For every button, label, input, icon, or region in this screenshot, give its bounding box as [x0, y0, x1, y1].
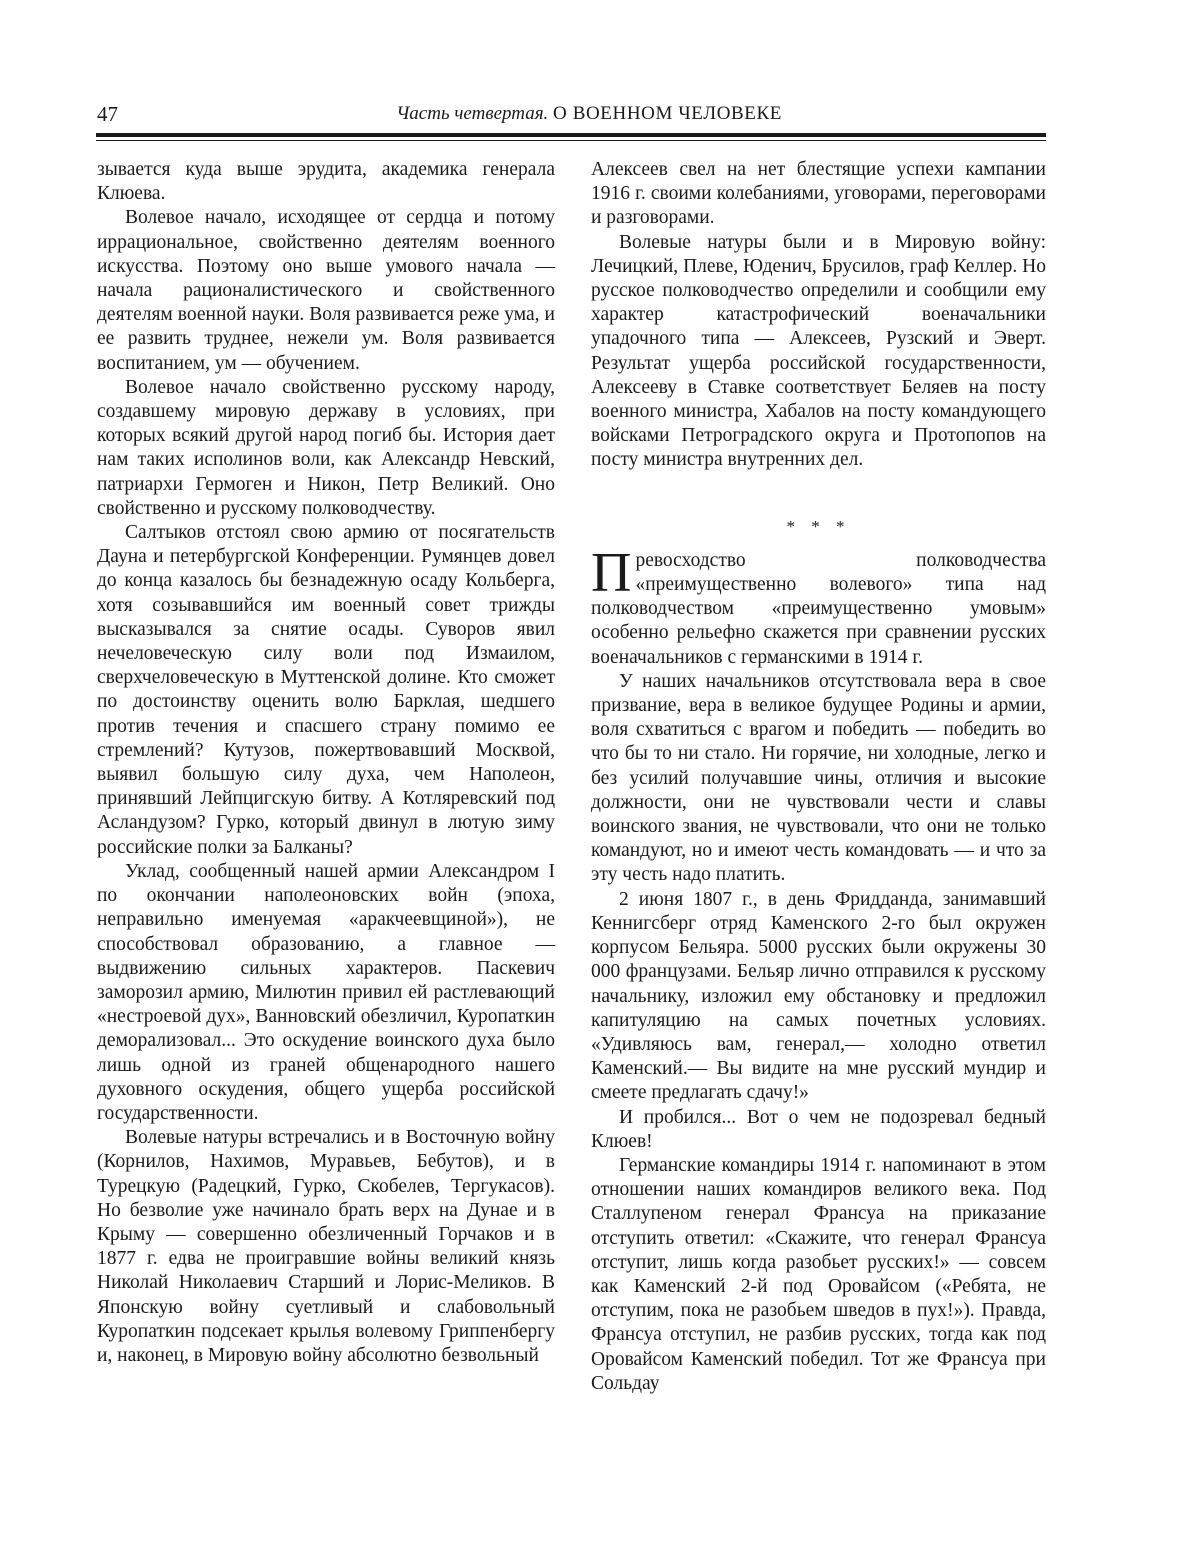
- paragraph: Волевое начало свойственно русскому народу, создавшему мировую державу в условиях, при которых всякий другой народ погиб бы. История дает нам таких исполинов воли, как Александр Невский, патриархи Гермоген и Никон, Петр Великий. Оно свойственно и русскому полководчеству.: [97, 376, 555, 519]
- header-rule-thick: [96, 133, 1046, 137]
- section-break: * * *: [786, 516, 851, 536]
- page-number: 47: [97, 102, 118, 126]
- chapter-title: О ВОЕННОМ ЧЕЛОВЕКЕ: [553, 103, 782, 124]
- paragraph: 2 июня 1807 г., в день Фридданда, занимавший Кеннигсберг отряд Каменского 2-го был окружен корпусом Бельяра. 5000 русских были окружены 30 000 французами. Бельяр лично отправился к русскому начальнику, изложил ему обстановку и предложил капитуляцию на самых почетных условиях. «Удивляюсь вам, генерал,— холодно ответил Каменский.— Вы видите на мне русский мундир и смеете предлагать сдачу!»: [591, 888, 1046, 1104]
- paragraph: Волевые натуры были и в Мировую войну: Лечицкий, Плеве, Юденич, Брусилов, граф Келлер. Но русское полководчество определили и сообщили ему характер катастрофический военачальники упадочного типа — Алексеев, Рузский и Эверт. Результат ущерба российской государственности, Алексееву в Ставке соответствует Беляев на посту военного министра, Хабалов на посту командующего войсками Петроградского округа и Протопопов на посту министра внутренних дел.: [591, 231, 1046, 471]
- paragraph: У наших начальников отсутствовала вера в свое призвание, вера в великое будущее Родины и армии, воля схватиться с врагом и победить — победить во что бы то ни стало. Ни горячие, ни холодные, легко и без усилий получавшие чины, отличия и высокие должности, они не чувствовали чести и славы воинского звания, не чувствовали, что они не только командуют, но и имеют честь командовать — и что за эту честь надо платить.: [591, 670, 1046, 886]
- paragraph: Салтыков отстоял свою армию от посягательств Дауна и петербургской Конференции. Румянцев довел до конца казалось бы безнадежную осаду Кольберга, хотя созывавшийся им военный совет трижды высказывался за снятие осады. Суворов явил нечеловеческую силу воли под Измаилом, сверхчеловеческую в Муттенской долине. Кто сможет по достоинству оценить волю Барклая, шедшего против течения и спасшего страну помимо ее стремлений? Кутузов, пожертвовавший Москвой, выявил большую силу духа, чем Наполеон, принявший Лейпцигскую битву. А Котляревский под Асландузом? Гурко, который двинул в лютую зиму российские полки за Балканы?: [97, 522, 555, 858]
- dropcap-paragraph: [591, 541, 1046, 670]
- paragraph: зывается куда выше эрудита, академика генерала Клюева.: [97, 159, 555, 205]
- drop-cap: П: [591, 541, 632, 604]
- paragraph: Алексеев свел на нет блестящие успехи кампании 1916 г. своими колебаниями, уговорами, переговорами и разговорами.: [591, 159, 1046, 229]
- paragraph: Волевые натуры встречались и в Восточную войну (Корнилов, Нахимов, Муравьев, Бебутов), и в Турецкую (Радецкий, Гурко, Скобелев, Тергукасов). Но безволие уже начинало брать верх на Дунае и в Крыму — совершенно обезличенный Горчаков и в 1877 г. едва не проигравшие войны великий князь Николай Николаевич Старший и Лорис-Меликов. В Японскую войну суетливый и слабовольный Куропаткин подсекает крылья волевому Гриппенбергу и, наконец, в Мировую войну абсолютно безвольный: [97, 1127, 555, 1366]
- header-rule-thin: [96, 140, 1046, 141]
- paragraph: И пробился... Вот о чем не подозревал бедный Клюев!: [591, 1106, 1046, 1152]
- paragraph: Волевое начало, исходящее от сердца и потому иррациональное, свойственно деятелям военного искусства. Поэтому оно выше умового начала — начала рационалистического и свойственного деятелям военной науки. Воля развивается реже ума, и ее развить труднее, нежели ум. Воля развивается воспитанием, ум — обучением.: [97, 207, 555, 374]
- right-column: [591, 158, 1046, 1396]
- paragraph: Германские командиры 1914 г. напоминают в этом отношении наших командиров великого века. Под Сталлупеном генерал Франсуа на приказание отступить ответил: «Скажите, что генерал Франсуа отступит, лишь когда разобьет русских!» — совсем как Каменский 2-й под Оровайсом («Ребята, не отступим, пока не разобьем шведов в пух!»). Правда, Франсуа отступил, не разбив русских, тогда как под Оровайсом Каменский победил. Тот же Франсуа при Сольдау: [591, 1154, 1046, 1394]
- left-column: [97, 158, 555, 1368]
- dropcap-paragraph-text: ревосходство полководчества «преимущественно волевого» типа над полководчеством «преимущественно умовым» особенно рельефно скажется при сравнении русских военачальников с германскими в 1914 г.: [591, 549, 1046, 668]
- paragraph: Уклад, сообщенный нашей армии Александром I по окончании наполеоновских войн (эпоха, неправильно именуемая «аракчеевщиной»), не способствовал образованию, а главное — выдвижению сильных характеров. Паскевич заморозил армию, Милютин привил ей растлевающий «нестроевой дух», Ванновский обезличил, Куропаткин деморализовал... Это оскудение воинского духа было лишь одной из граней общенародного нашего духовного оскудения, общего ущерба российской государственности.: [97, 860, 555, 1124]
- running-head: [396, 101, 782, 127]
- part-label: Часть четвертая.: [396, 103, 549, 124]
